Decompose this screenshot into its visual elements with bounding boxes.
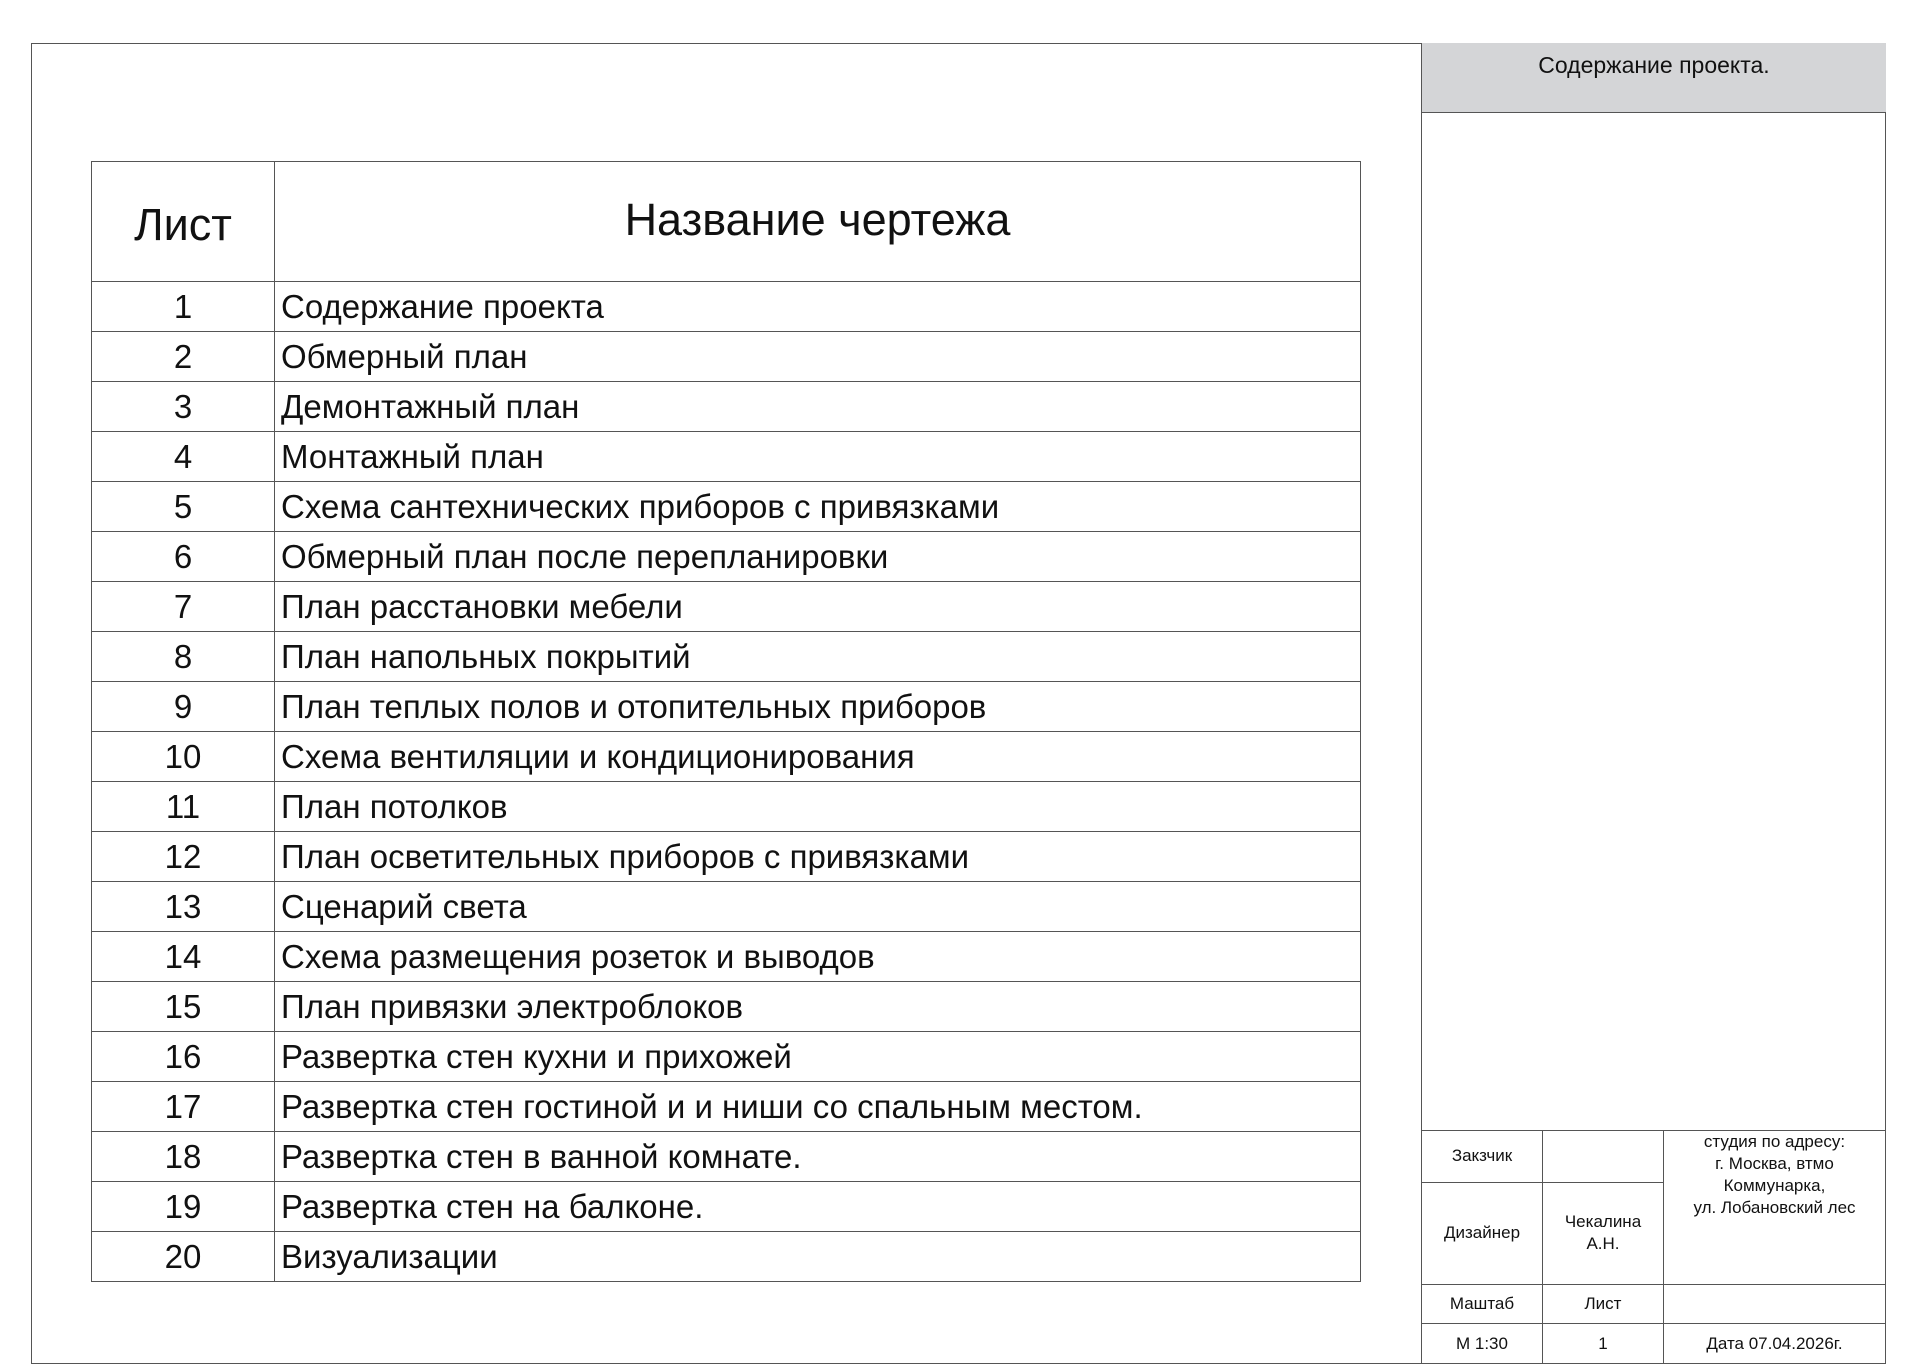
- drawing-name: План теплых полов и отопительных приборов: [275, 682, 1361, 732]
- date-value: Дата 07.04.2026г.: [1664, 1324, 1886, 1364]
- contents-header-row: [92, 162, 1361, 282]
- drawing-name: План потолков: [275, 782, 1361, 832]
- sheet-number: 20: [92, 1232, 275, 1282]
- sheet-label: Лист: [1543, 1284, 1664, 1324]
- drawing-name: Развертка стен кухни и прихожей: [275, 1032, 1361, 1082]
- sheet-number: 1: [92, 282, 275, 332]
- scale-value: М 1:30: [1422, 1324, 1543, 1364]
- sheet-number: 18: [92, 1132, 275, 1182]
- drawing-name: План привязки электроблоков: [275, 982, 1361, 1032]
- drawing-name: План осветительных приборов с привязками: [275, 832, 1361, 882]
- table-row: [92, 932, 1361, 982]
- header-drawing-name: Название чертежа: [275, 162, 1361, 282]
- sheet-number: 4: [92, 432, 275, 482]
- sheet-number: 10: [92, 732, 275, 782]
- empty-cell: [1664, 1284, 1886, 1324]
- drawing-name: Развертка стен на балконе.: [275, 1182, 1361, 1232]
- table-row: [92, 1082, 1361, 1132]
- sheet-number: 6: [92, 532, 275, 582]
- sheet-number: 9: [92, 682, 275, 732]
- sheet-number: 8: [92, 632, 275, 682]
- drawing-name: Схема размещения розеток и выводов: [275, 932, 1361, 982]
- drawing-name: Схема сантехнических приборов с привязками: [275, 482, 1361, 532]
- sheet-number: 12: [92, 832, 275, 882]
- table-row: [92, 332, 1361, 382]
- sheet-number: 3: [92, 382, 275, 432]
- drawing-name: Демонтажный план: [275, 382, 1361, 432]
- header-sheet-number: Лист: [92, 162, 275, 282]
- sheet-number: 17: [92, 1082, 275, 1132]
- title-block: [1421, 1130, 1886, 1364]
- sheet-number: 14: [92, 932, 275, 982]
- contents-table: [91, 161, 1361, 1282]
- address-line: Коммунарка,: [1723, 1176, 1826, 1196]
- table-row: [92, 832, 1361, 882]
- drawing-name: Содержание проекта: [275, 282, 1361, 332]
- title-block-row-values: [1422, 1324, 1886, 1364]
- sheet-number: 2: [92, 332, 275, 382]
- studio-address: [1664, 1131, 1886, 1285]
- table-row: [92, 1182, 1361, 1232]
- table-row: [92, 432, 1361, 482]
- table-row: [92, 682, 1361, 732]
- table-row: [92, 1032, 1361, 1082]
- designer-value: [1543, 1182, 1664, 1284]
- drawing-name: План расстановки мебели: [275, 582, 1361, 632]
- title-block-row-customer: [1422, 1131, 1886, 1183]
- sheet-number: 13: [92, 882, 275, 932]
- address-line: г. Москва, втмо: [1715, 1154, 1834, 1174]
- sheet-number: 7: [92, 582, 275, 632]
- sheet-number: 16: [92, 1032, 275, 1082]
- drawing-name: Развертка стен в ванной комнате.: [275, 1132, 1361, 1182]
- sheet-number: 11: [92, 782, 275, 832]
- scale-label: Маштаб: [1422, 1284, 1543, 1324]
- drawing-name: План напольных покрытий: [275, 632, 1361, 682]
- table-row: [92, 1132, 1361, 1182]
- drawing-name: Обмерный план после перепланировки: [275, 532, 1361, 582]
- designer-label: Дизайнер: [1422, 1182, 1543, 1284]
- title-block-row-labels: [1422, 1284, 1886, 1324]
- sheet-number: 5: [92, 482, 275, 532]
- table-row: [92, 382, 1361, 432]
- drawing-name: Обмерный план: [275, 332, 1361, 382]
- table-row: [92, 882, 1361, 932]
- sheet-number: 15: [92, 982, 275, 1032]
- drawing-name: Сценарий света: [275, 882, 1361, 932]
- designer-initials: А.Н.: [1586, 1234, 1620, 1254]
- designer-name: Чекалина: [1564, 1212, 1642, 1232]
- address-line: ул. Лобановский лес: [1693, 1198, 1856, 1218]
- table-row: [92, 982, 1361, 1032]
- customer-label: Закзчик: [1422, 1131, 1543, 1183]
- table-row: [92, 632, 1361, 682]
- address-line: студия по адресу:: [1703, 1132, 1846, 1151]
- drawing-name: Монтажный план: [275, 432, 1361, 482]
- sheet-value: 1: [1543, 1324, 1664, 1364]
- drawing-name: Развертка стен гостиной и и ниши со спальным местом.: [275, 1082, 1361, 1132]
- sheet-number: 19: [92, 1182, 275, 1232]
- table-row: [92, 1232, 1361, 1282]
- table-row: [92, 732, 1361, 782]
- drawing-name: Визуализации: [275, 1232, 1361, 1282]
- drawing-name: Схема вентиляции и кондиционирования: [275, 732, 1361, 782]
- table-row: [92, 582, 1361, 632]
- table-row: [92, 782, 1361, 832]
- table-row: [92, 282, 1361, 332]
- customer-value: [1543, 1131, 1664, 1183]
- table-row: [92, 482, 1361, 532]
- table-row: [92, 532, 1361, 582]
- sheet-title: Содержание проекта.: [1422, 43, 1886, 113]
